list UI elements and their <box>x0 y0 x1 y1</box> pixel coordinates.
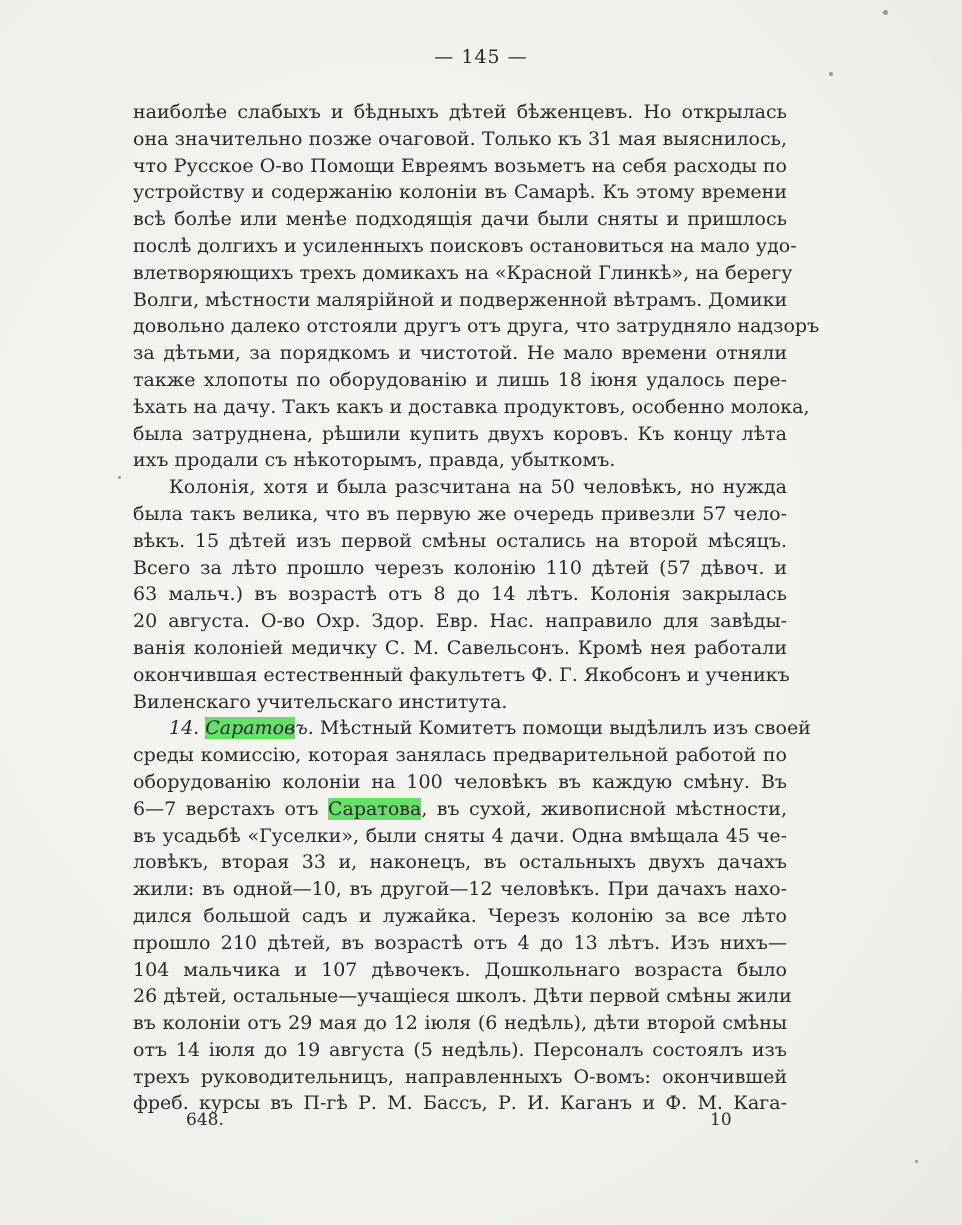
text-line: 20 августа. О-во Охр. Здор. Евр. Нас. направило для завѣды- <box>133 610 787 633</box>
text-line: она значительно позже очаговой. Только къ 31 мая выяснилось, <box>133 127 787 150</box>
paper-speck <box>883 10 888 15</box>
text-line: оборудованію колоніи на 100 человѣкъ въ каждую смѣну. Въ <box>133 770 787 793</box>
paper-speck <box>829 72 833 76</box>
text-line: Всего за лѣто прошло черезъ колонію 110 дѣтей (57 дѣвоч. и <box>133 556 787 579</box>
text-line: въ усадьбѣ «Гуселки», были сняты 4 дачи. Одна вмѣщала 45 че- <box>133 824 787 847</box>
text-line: наиболѣе слабыхъ и бѣдныхъ дѣтей бѣженцевъ. Но открылась <box>133 101 787 123</box>
text-line: ловѣкъ, вторая 33 и, наконецъ, въ остальныхъ двухъ дачахъ <box>133 851 787 874</box>
text-line: вѣкъ. 15 дѣтей изъ первой смѣны остались на второй мѣсяцъ. <box>133 529 787 552</box>
text-line: Виленскаго учительскаго института. <box>133 690 508 713</box>
text-line: всѣ болѣе или менѣе подходящія дачи были сняты и пришлось <box>133 208 787 231</box>
paper-speck <box>118 476 121 479</box>
text-line: жили: въ одной—10, въ другой—12 человѣкъ. При дачахъ нахо- <box>133 878 787 901</box>
text-line: была такъ велика, что въ первую же очередь привезли 57 чело- <box>133 502 787 525</box>
text-line: устройству и содержанію колоніи въ Самарѣ. Къ этому времени <box>133 181 787 204</box>
text-line: что Русское О-во Помощи Евреямъ возьметъ на себя расходы по <box>133 154 787 177</box>
text-line: прошло 210 дѣтей, въ возрастѣ отъ 4 до 13 лѣтъ. Изъ нихъ— <box>133 931 787 954</box>
text-segment: , въ сухой, живописной мѣстности, <box>421 797 787 820</box>
text-line: въ колоніи отъ 29 мая до 12 іюля (6 недѣль), дѣти второй смѣны <box>133 1012 787 1035</box>
text-line: ванія колоніей медичку С. М. Савельсонъ. Кромѣ нея работали <box>133 636 787 659</box>
paragraph-2 <box>133 474 790 715</box>
text-line: также хлопоты по оборудованію и лишь 18 іюня удалось пере- <box>133 368 787 391</box>
text-line: 63 мальч.) въ возрастѣ отъ 8 до 14 лѣтъ. Колонія закрылась <box>133 583 787 606</box>
text-line: Колонія, хотя и была разсчитана на 50 человѣкъ, но нужда <box>169 476 787 499</box>
text-line: Волги, мѣстности малярійной и подверженной вѣтрамъ. Домики <box>133 288 788 311</box>
text-line: окончившая естественный факультетъ Ф. Г. Якобсонъ и ученикъ <box>133 663 790 686</box>
text-line: за дѣтьми, за порядкомъ и чистотой. Не мало времени отняли <box>133 342 787 365</box>
text-line: была затруднена, рѣшили купить двухъ коровъ. Къ концу лѣта <box>133 422 787 445</box>
body-text <box>133 99 820 1117</box>
highlighted-city: Саратова <box>327 797 422 820</box>
section-heading-line <box>133 715 811 742</box>
text-line: среды комиссію, которая занялась предварительной работой по <box>133 744 787 767</box>
text-line: фреб. курсы въ П-гѣ Р. М. Бассъ, Р. И. Каганъ и Ф. М. Кага- <box>133 1092 787 1115</box>
text-line: дился большой садъ и лужайка. Черезъ колонію за все лѣто <box>133 904 787 927</box>
sheet-number: 10 <box>710 1110 732 1130</box>
text-line: трехъ руководительницъ, направленныхъ О-вомъ: окончившей <box>133 1065 787 1088</box>
text-line: ихъ продали съ нѣкоторымъ, правда, убыткомъ. <box>133 449 616 472</box>
text-line: ѣхать на дачу. Такъ какъ и доставка продуктовъ, особенно молока, <box>133 395 810 418</box>
text-line: довольно далеко отстояли другъ отъ друга, что затрудняло надзоръ <box>133 315 820 338</box>
text-line-with-highlight <box>133 796 787 823</box>
text-segment: 6—7 верстахъ отъ <box>133 797 328 820</box>
text-line: влетворяющихъ трехъ домикахъ на «Красной Глинкѣ», на берегу <box>133 261 793 284</box>
paragraph-3 <box>133 715 811 1117</box>
text-line: отъ 14 іюля до 19 августа (5 недѣль). Персоналъ состоялъ изъ <box>133 1038 787 1061</box>
paper-speck <box>915 1160 918 1163</box>
section-number: 14. <box>169 717 200 740</box>
section-first-line-text: Мѣстный Комитетъ помощи выдѣлилъ изъ своей <box>313 717 811 740</box>
section-city-tail: ъ. <box>295 717 314 740</box>
text-line: послѣ долгихъ и усиленныхъ поисковъ остановиться на мало удо- <box>133 234 797 257</box>
page-number: — 145 — <box>434 46 528 68</box>
text-line: 26 дѣтей, остальные—учащіеся школъ. Дѣти первой смѣны жили <box>133 985 792 1008</box>
paragraph-1 <box>133 99 820 474</box>
signature-mark: 648. <box>186 1110 224 1130</box>
text-line: 104 мальчика и 107 дѣвочекъ. Дошкольнаго возраста было <box>133 958 787 981</box>
highlighted-city-heading: Саратов <box>205 717 296 740</box>
